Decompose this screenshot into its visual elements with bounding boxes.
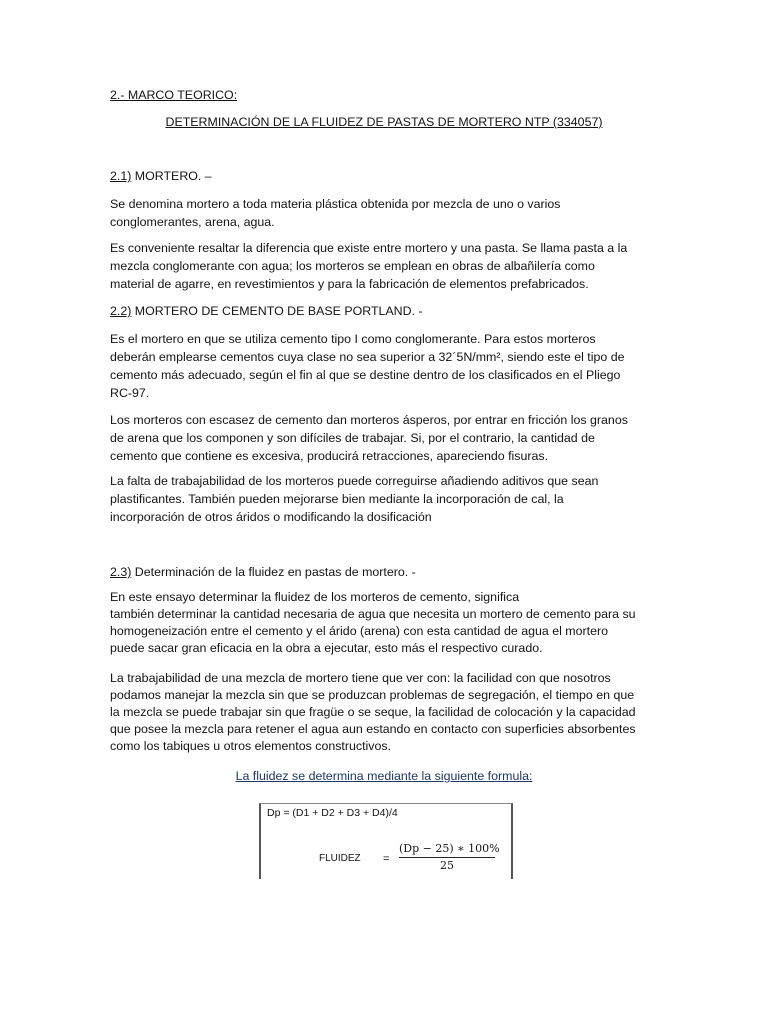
paragraph-escasez-cemento [110, 411, 660, 465]
paragraph-cemento-portland [110, 330, 660, 402]
formula-image [259, 803, 513, 879]
text-line: cemento más adecuado, según el fin al que se destine dentro de los clasificados en el Pliego [110, 368, 621, 382]
text-line: puede sacar gran eficacia en la obra a ejecutar, esto más el respectivo curado. [110, 641, 543, 655]
document-title [0, 113, 768, 131]
text-line: incorporación de otros áridos o modificando la dosificación [110, 510, 432, 524]
text-line: Es el mortero en que se utiliza cemento tipo I como conglomerante. Para estos morteros [110, 332, 596, 346]
subsection-number: 2.3) [110, 565, 132, 579]
text-line: Es conveniente resaltar la diferencia que existe entre mortero y una pasta. Se llama pasta a la [110, 241, 628, 255]
text-line: deberán emplearse cementos cuya clase no sea superior a 32´5N/mm², siendo este el tipo de [110, 350, 625, 364]
paragraph-mortero-definition [110, 195, 660, 231]
subsection-title: Determinación de la fluidez en pastas de mortero. - [131, 565, 416, 579]
text-line: que posee la mezcla para retener el agua aun estando en contacto con superficies absorbentes [110, 722, 636, 736]
formula-fraction [399, 842, 500, 873]
subsection-2-2-heading [110, 302, 660, 320]
text-line: de arena que los componen y son difíciles de trabajar. Si, por el contrario, la cantidad de [110, 431, 595, 445]
text-line: la mezcla se puede trabajar sin que fragüe o se seque, la facilidad de colocación y la capacidad [110, 705, 636, 719]
text-line: también determinar la cantidad necesaria de agua que necesita un mortero de cemento para su [110, 607, 636, 621]
text-line: podamos manejar la mezcla sin que se produzcan problemas de segregación, el tiempo en que [110, 688, 635, 702]
text-line: La trabajabilidad de una mezcla de mortero tiene que ver con: la facilidad con que nosotros [110, 671, 611, 685]
text-line: plastificantes. También pueden mejorarse bien mediante la incorporación de cal, la [110, 492, 564, 506]
subsection-title: MORTERO. – [131, 169, 212, 183]
formula-intro-text: La fluidez se determina mediante la siguiente formula: [235, 769, 533, 783]
subsection-number: 2.1) [110, 169, 132, 183]
section-heading: 2.- MARCO TEORICO: [110, 88, 238, 102]
text-line: cemento que contiene es excesiva, producirá retracciones, apareciendo fisuras. [110, 449, 549, 463]
document-title-text: DETERMINACIÓN DE LA FLUIDEZ DE PASTAS DE MORTERO NTP (334057) [165, 115, 603, 129]
text-line: homogeneización entre el cemento y el árido (arena) con esta cantidad de agua el mortero [110, 624, 608, 638]
paragraph-trabajabilidad-aditivos [110, 472, 660, 526]
text-line: Se denomina mortero a toda materia plástica obtenida por mezcla de uno o varios [110, 197, 561, 211]
paragraph-ensayo-fluidez [110, 589, 660, 657]
text-line: Los morteros con escasez de cemento dan morteros ásperos, por entrar en fricción los granos [110, 413, 628, 427]
formula-equals-sign: = [383, 853, 390, 865]
text-line: material de agarre, en revestimientos y para la fabricación de elementos prefabricados. [110, 277, 589, 291]
subsection-2-1-heading [110, 167, 660, 185]
paragraph-trabajabilidad-mezcla [110, 670, 660, 755]
text-line: En este ensayo determinar la fluidez de los morteros de cemento, significa [110, 590, 520, 604]
formula-fluidez-label: FLUIDEZ [319, 853, 361, 864]
formula-average-line: Dp = (D1 + D2 + D3 + D4)/4 [267, 807, 398, 819]
text-line: mezcla conglomerante con agua; los morteros se emplean en obras de albañilería como [110, 259, 595, 273]
text-line: conglomerantes, arena, agua. [110, 215, 275, 229]
subsection-number: 2.2) [110, 304, 132, 318]
text-line: RC-97. [110, 386, 150, 400]
text-line: La falta de trabajabilidad de los morteros puede correguirse añadiendo aditivos que sean [110, 474, 599, 488]
subsection-title: MORTERO DE CEMENTO DE BASE PORTLAND. - [131, 304, 423, 318]
subsection-2-3-heading [110, 563, 660, 581]
formula-denominator: 25 [440, 859, 454, 872]
formula-numerator: (Dp − 25) ∗ 100% [399, 842, 495, 858]
text-line: como los tabiques u otros elementos constructivos. [110, 739, 391, 753]
formula-intro [0, 767, 768, 785]
paragraph-mortero-pasta [110, 239, 660, 293]
